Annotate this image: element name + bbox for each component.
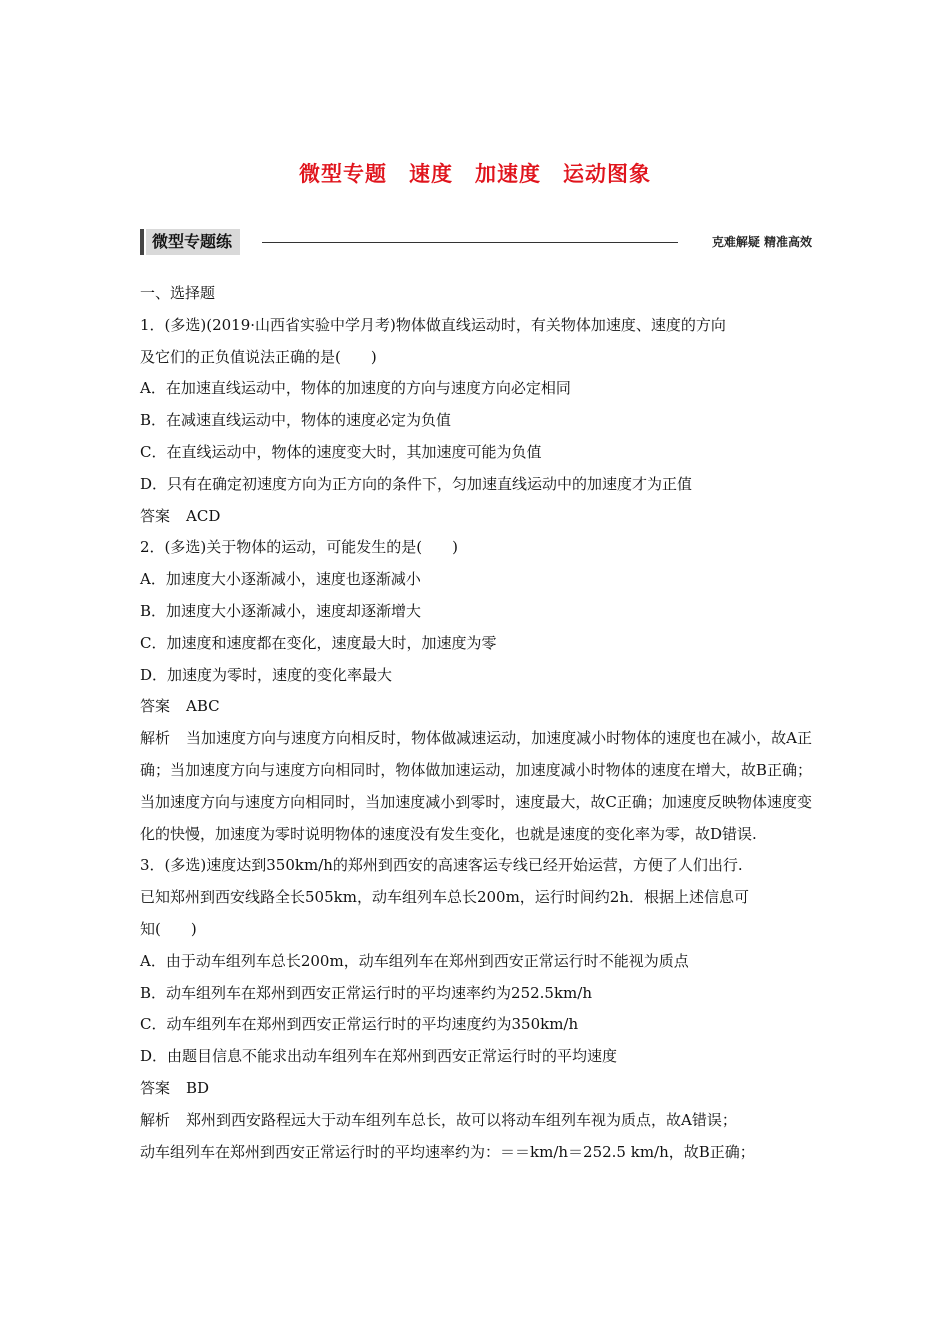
q3-option-b: B．动车组列车在郑州到西安正常运行时的平均速率约为252.5km/h [140, 983, 592, 1002]
answer-value: BD [186, 1078, 210, 1097]
q1-answer [140, 501, 812, 533]
analysis-text: 当加速度方向与速度方向相反时，物体做减速运动，加速度减小时物体的速度也在减小，故A正确；当加速度方向与速度方向相同时，物体做加速运动，加速度减小时物体的速度在增大，故B正确；当加速度方向与速度方向相同时，当加速度减小到零时，速度最大，故C正确；加速度反映物体速度变化的快慢，加速度为零时说明物体的速度没有发生变化，也就是速度的变化率为零，故D错误. [140, 729, 812, 843]
q3-analysis-line-1 [140, 1105, 812, 1137]
analysis-label: 解析 [140, 1110, 171, 1129]
q1-stem-line-2: 及它们的正负值说法正确的是( ) [140, 347, 377, 366]
q2-stem: 2．(多选)关于物体的运动，可能发生的是( ) [140, 538, 458, 557]
answer-value: ABC [186, 697, 220, 716]
answer-label: 答案 [140, 506, 171, 525]
section-banner [140, 229, 812, 257]
banner-rule [262, 242, 678, 243]
q2-option-c: C．加速度和速度都在变化，速度最大时，加速度为零 [140, 633, 497, 652]
banner-label: 微型专题练 [146, 229, 240, 255]
q2-option-d: D．加速度为零时，速度的变化率最大 [140, 665, 393, 684]
q2-answer [140, 691, 812, 723]
q3-option-a: A．由于动车组列车总长200m，动车组列车在郑州到西安正常运行时不能视为质点 [140, 951, 689, 970]
q3-answer [140, 1073, 812, 1105]
page-title: 微型专题 速度 加速度 运动图象 [299, 162, 651, 186]
q2-option-b: B．加速度大小逐渐减小，速度却逐渐增大 [140, 601, 422, 620]
analysis-text: 郑州到西安路程远大于动车组列车总长，故可以将动车组列车视为质点，故A错误； [186, 1110, 737, 1129]
q1-option-d: D．只有在确定初速度方向为正方向的条件下，匀加速直线运动中的加速度才为正值 [140, 474, 693, 493]
q3-option-d: D．由题目信息不能求出动车组列车在郑州到西安正常运行时的平均速度 [140, 1047, 618, 1066]
q3-stem-line-1: 3．(多选)速度达到350km/h的郑州到西安的高速客运专线已经开始运营，方便了人们出行. [140, 856, 743, 875]
answer-value: ACD [186, 506, 221, 525]
banner-tagline: 克难解疑 精准高效 [711, 235, 812, 249]
q2-analysis [140, 723, 812, 850]
q1-option-b: B．在减速直线运动中，物体的速度必定为负值 [140, 411, 452, 430]
q3-analysis-line-2: 动车组列车在郑州到西安正常运行时的平均速率约为：＝＝km/h＝252.5 km/h，故B正确； [140, 1142, 755, 1161]
q3-stem-line-2: 已知郑州到西安线路全长505km，动车组列车总长200m，运行时间约2h．根据上述信息可 [140, 888, 750, 907]
q1-stem-line-1: 1．(多选)(2019·山西省实验中学月考)物体做直线运动时，有关物体加速度、速度的方向 [140, 315, 726, 334]
answer-label: 答案 [140, 1078, 171, 1097]
q3-option-c: C．动车组列车在郑州到西安正常运行时的平均速度约为350km/h [140, 1015, 579, 1034]
document-body [140, 278, 812, 1168]
analysis-label: 解析 [140, 729, 171, 748]
q1-option-a: A．在加速直线运动中，物体的加速度的方向与速度方向必定相同 [140, 379, 571, 398]
q2-option-a: A．加速度大小逐渐减小，速度也逐渐减小 [140, 570, 421, 589]
answer-label: 答案 [140, 697, 171, 716]
section-heading: 一、选择题 [140, 284, 216, 302]
q1-option-c: C．在直线运动中，物体的速度变大时，其加速度可能为负值 [140, 442, 542, 461]
banner-accent-bar [140, 229, 144, 255]
q3-stem-line-3: 知( ) [140, 919, 197, 938]
